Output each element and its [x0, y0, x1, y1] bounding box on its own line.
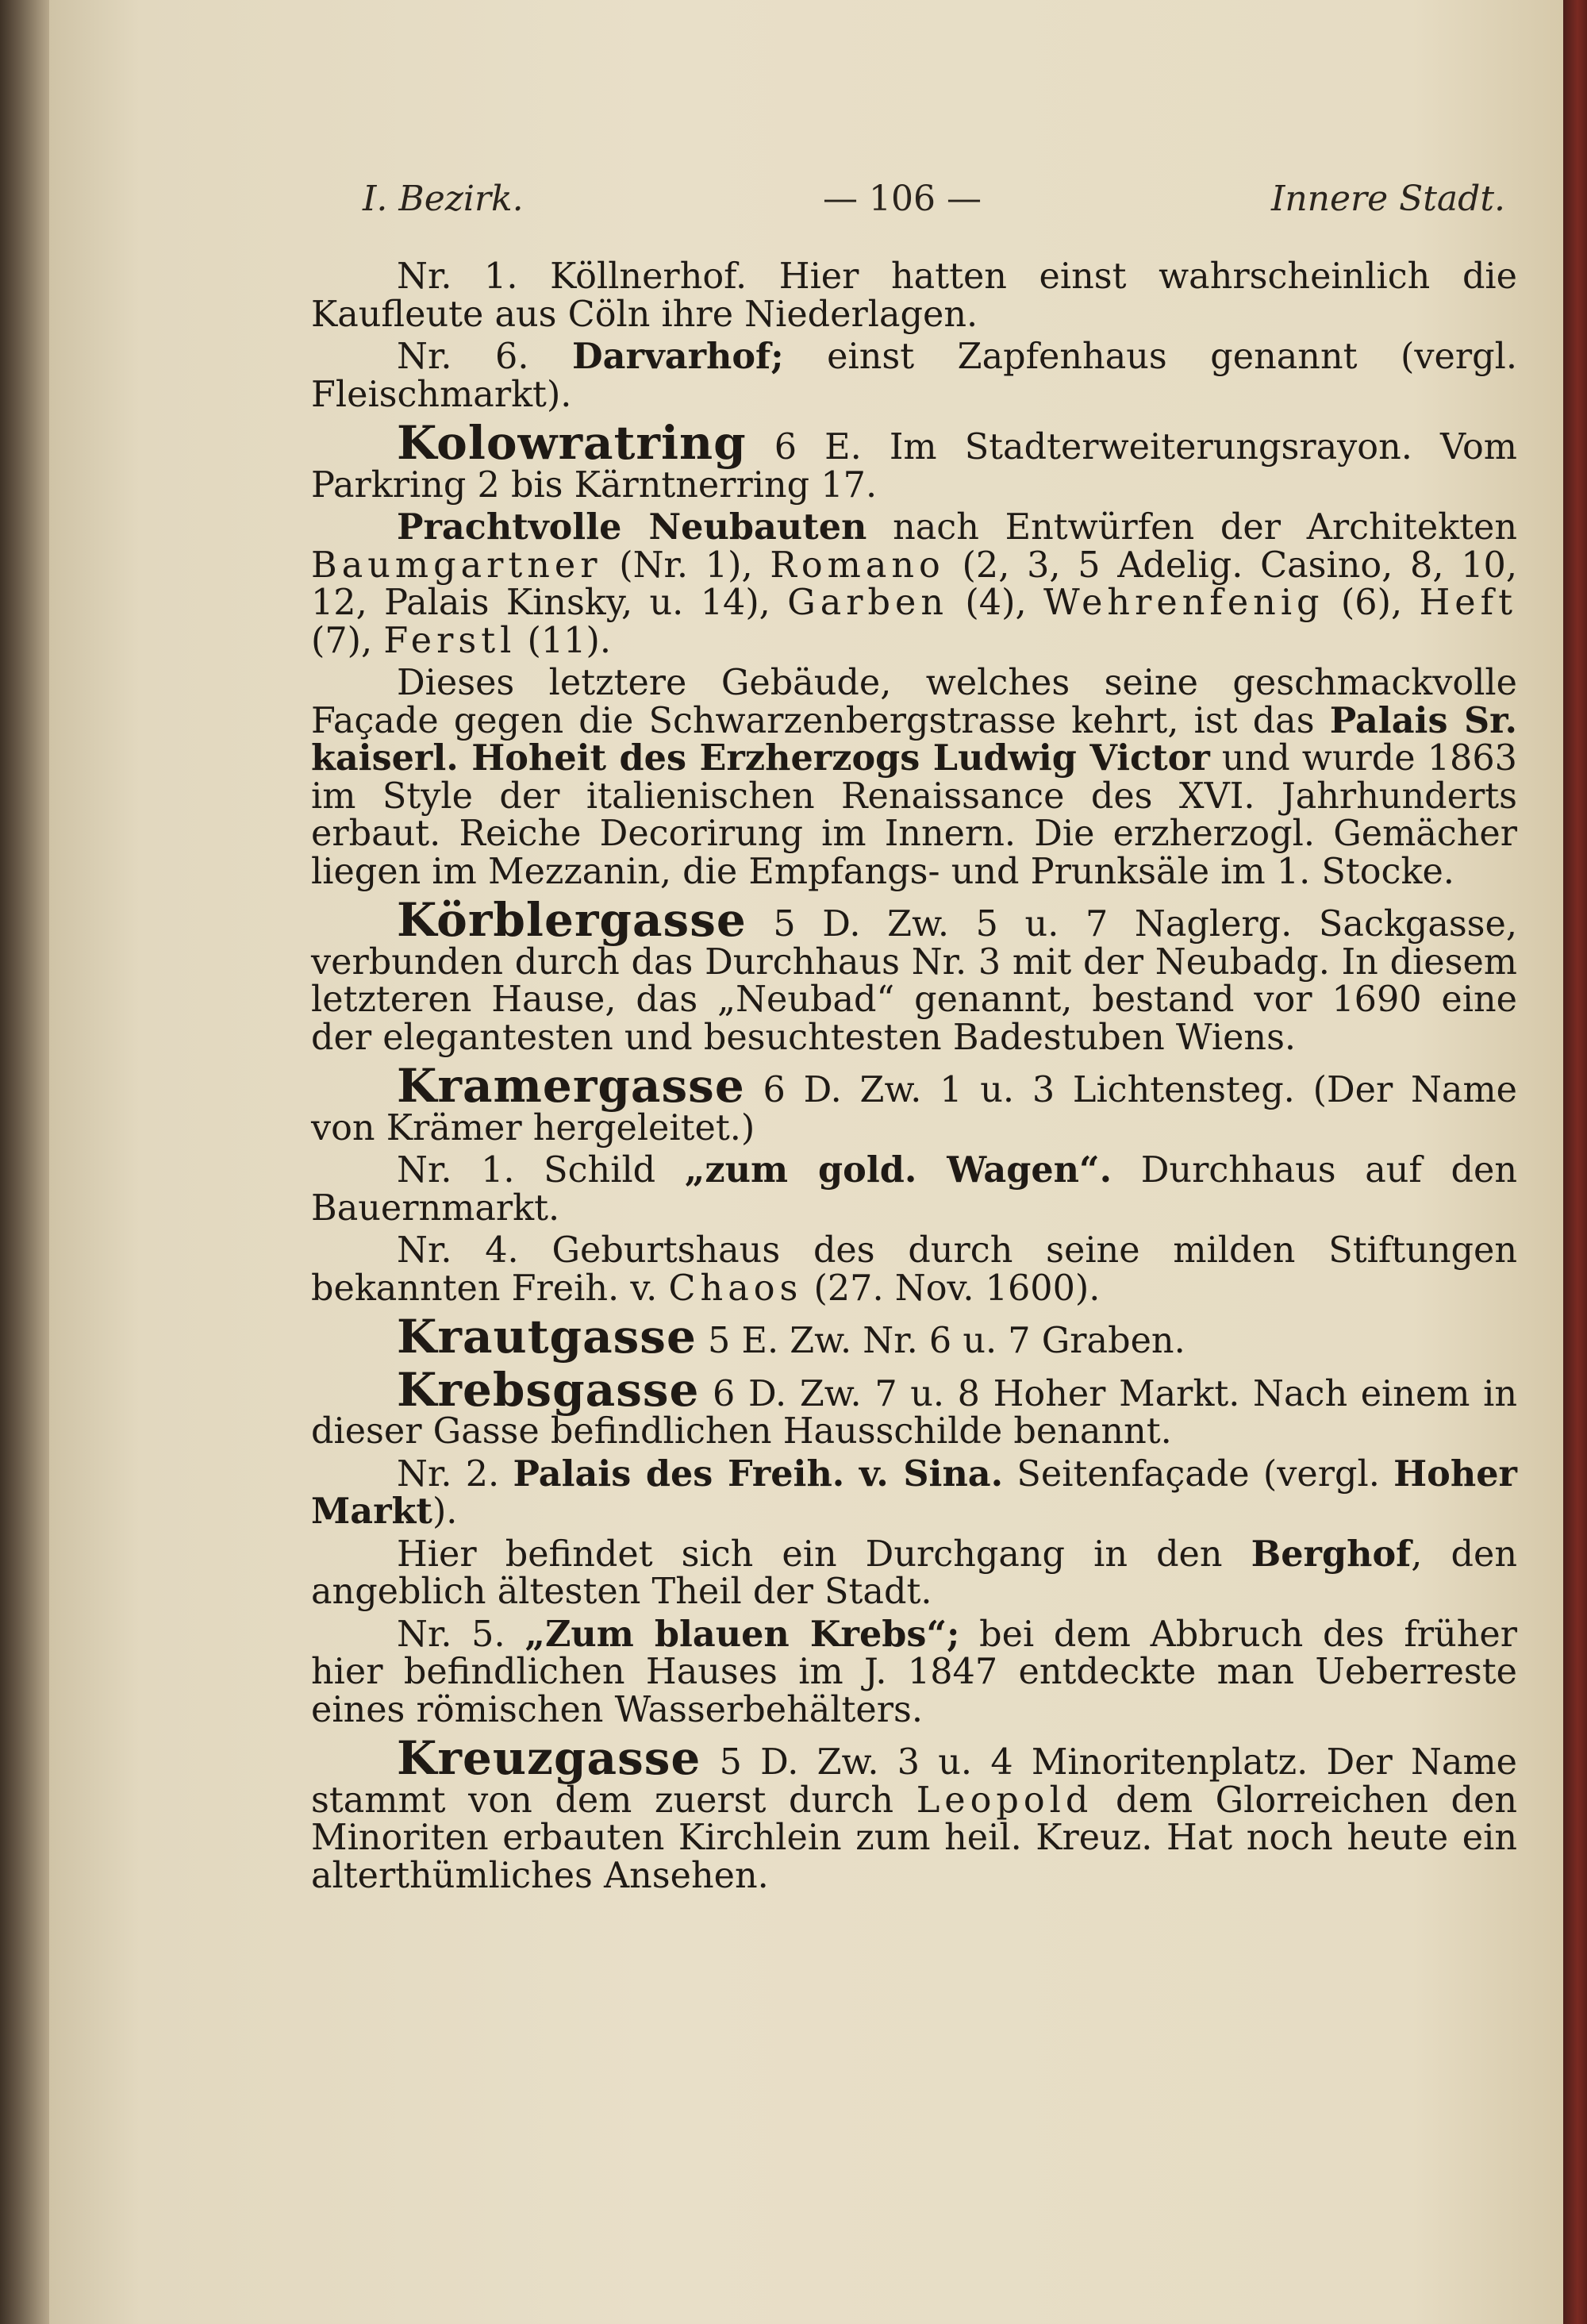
book-spine — [0, 0, 49, 2324]
street-entry: Krautgasse 5 E. Zw. Nr. 6 u. 7 Graben. — [397, 1310, 1185, 1364]
street-name: Kolowratring — [397, 416, 747, 470]
entry-paragraph: Nr. 1. Schild „zum gold. Wagen“. Durchhaus auf den Bauernmarkt. — [311, 1149, 1517, 1229]
page-number: — 106 — — [823, 179, 982, 219]
street-name: Krautgasse — [397, 1310, 697, 1364]
page-body — [311, 258, 1517, 1899]
entry-paragraph: Nr. 6. Darvarhof; einst Zapfenhaus genannt (vergl. Fleischmarkt). — [311, 336, 1517, 415]
header-section: Innere Stadt. — [1270, 179, 1505, 219]
entry-paragraph: Nr. 4. Geburtshaus des durch seine milden Stiftungen bekannten Freih. v. Chaos (27. Nov. 1600). — [311, 1230, 1517, 1309]
entry-paragraph: Nr. 1. Köllnerhof. Hier hatten einst wahrscheinlich die Kaufleute aus Cöln ihre Niederlagen. — [311, 256, 1517, 335]
book-page — [49, 0, 1563, 2324]
entry-paragraph: Nr. 2. Palais des Freih. v. Sina. Seitenfaçade (vergl. Hoher Markt). — [311, 1452, 1517, 1532]
street-entry: Körblergasse 5 D. Zw. 5 u. 7 Naglerg. Sackgasse, verbunden durch das Durchhaus Nr. 3 mit der Neubadg. In diesem letzteren Hause, das „Neubad“ genannt, bestand vor 1690 eine der elegantesten und besuchtesten Badestuben Wiens. — [311, 893, 1517, 1058]
street-name: Kramergasse — [397, 1059, 745, 1113]
street-name: Krebsgasse — [397, 1362, 700, 1417]
header-district: I. Bezirk. — [363, 179, 524, 219]
entry-paragraph: Nr. 5. „Zum blauen Krebs“; bei dem Abbruch des früher hier befindlichen Hauses im J. 1847 entdeckte man Ueberreste eines römischen Wasserbehälters. — [311, 1613, 1518, 1730]
running-header — [363, 179, 1505, 226]
street-entry: Kreuzgasse 5 D. Zw. 3 u. 4 Minoritenplatz. Der Name stammt von dem zuerst durch Leopold dem Glorreichen den Minoriten erbauten Kirchlein zum heil. Kreuz. Hat noch heute ein alterthümliches Ansehen. — [311, 1731, 1517, 1896]
street-entry: Kolowratring 6 E. Im Stadterweiterungsrayon. Vom Parkring 2 bis Kärntnerring 17. — [311, 416, 1517, 506]
street-entry: Kramergasse 6 D. Zw. 1 u. 3 Lichtensteg. (Der Name von Krämer hergeleitet.) — [311, 1059, 1517, 1149]
entry-paragraph: Hier befindet sich ein Durchgang in den Berghof, den angeblich ältesten Theil der Stadt. — [311, 1533, 1517, 1612]
street-entry: Krebsgasse 6 D. Zw. 7 u. 8 Hoher Markt. Nach einem in dieser Gasse befindlichen Hausschilde benannt. — [311, 1362, 1517, 1452]
street-name: Kreuzgasse — [397, 1731, 701, 1785]
entry-paragraph: Prachtvolle Neubauten nach Entwürfen der Architekten Baumgartner (Nr. 1), Romano (2, 3, 5 Adelig. Casino, 8, 10, 12, Palais Kinsky, u. 14), Garben (4), Wehrenfenig (6), Heft (7), Ferstl (11). — [311, 506, 1518, 661]
entry-paragraph: Dieses letztere Gebäude, welches seine geschmackvolle Façade gegen die Schwarzenbergstrasse kehrt, ist das Palais Sr. kaiserl. Hoheit des Erzherzogs Ludwig Victor und wurde 1863 im Style der italienischen Renaissance des XVI. Jahrhunderts erbaut. Reiche Decorirung im Innern. Die erzherzogl. Gemächer liegen im Mezzanin, die Empfangs- und Prunksäle im 1. Stocke. — [311, 663, 1517, 892]
book-cover-edge — [1563, 0, 1587, 2324]
street-name: Körblergasse — [397, 893, 747, 947]
